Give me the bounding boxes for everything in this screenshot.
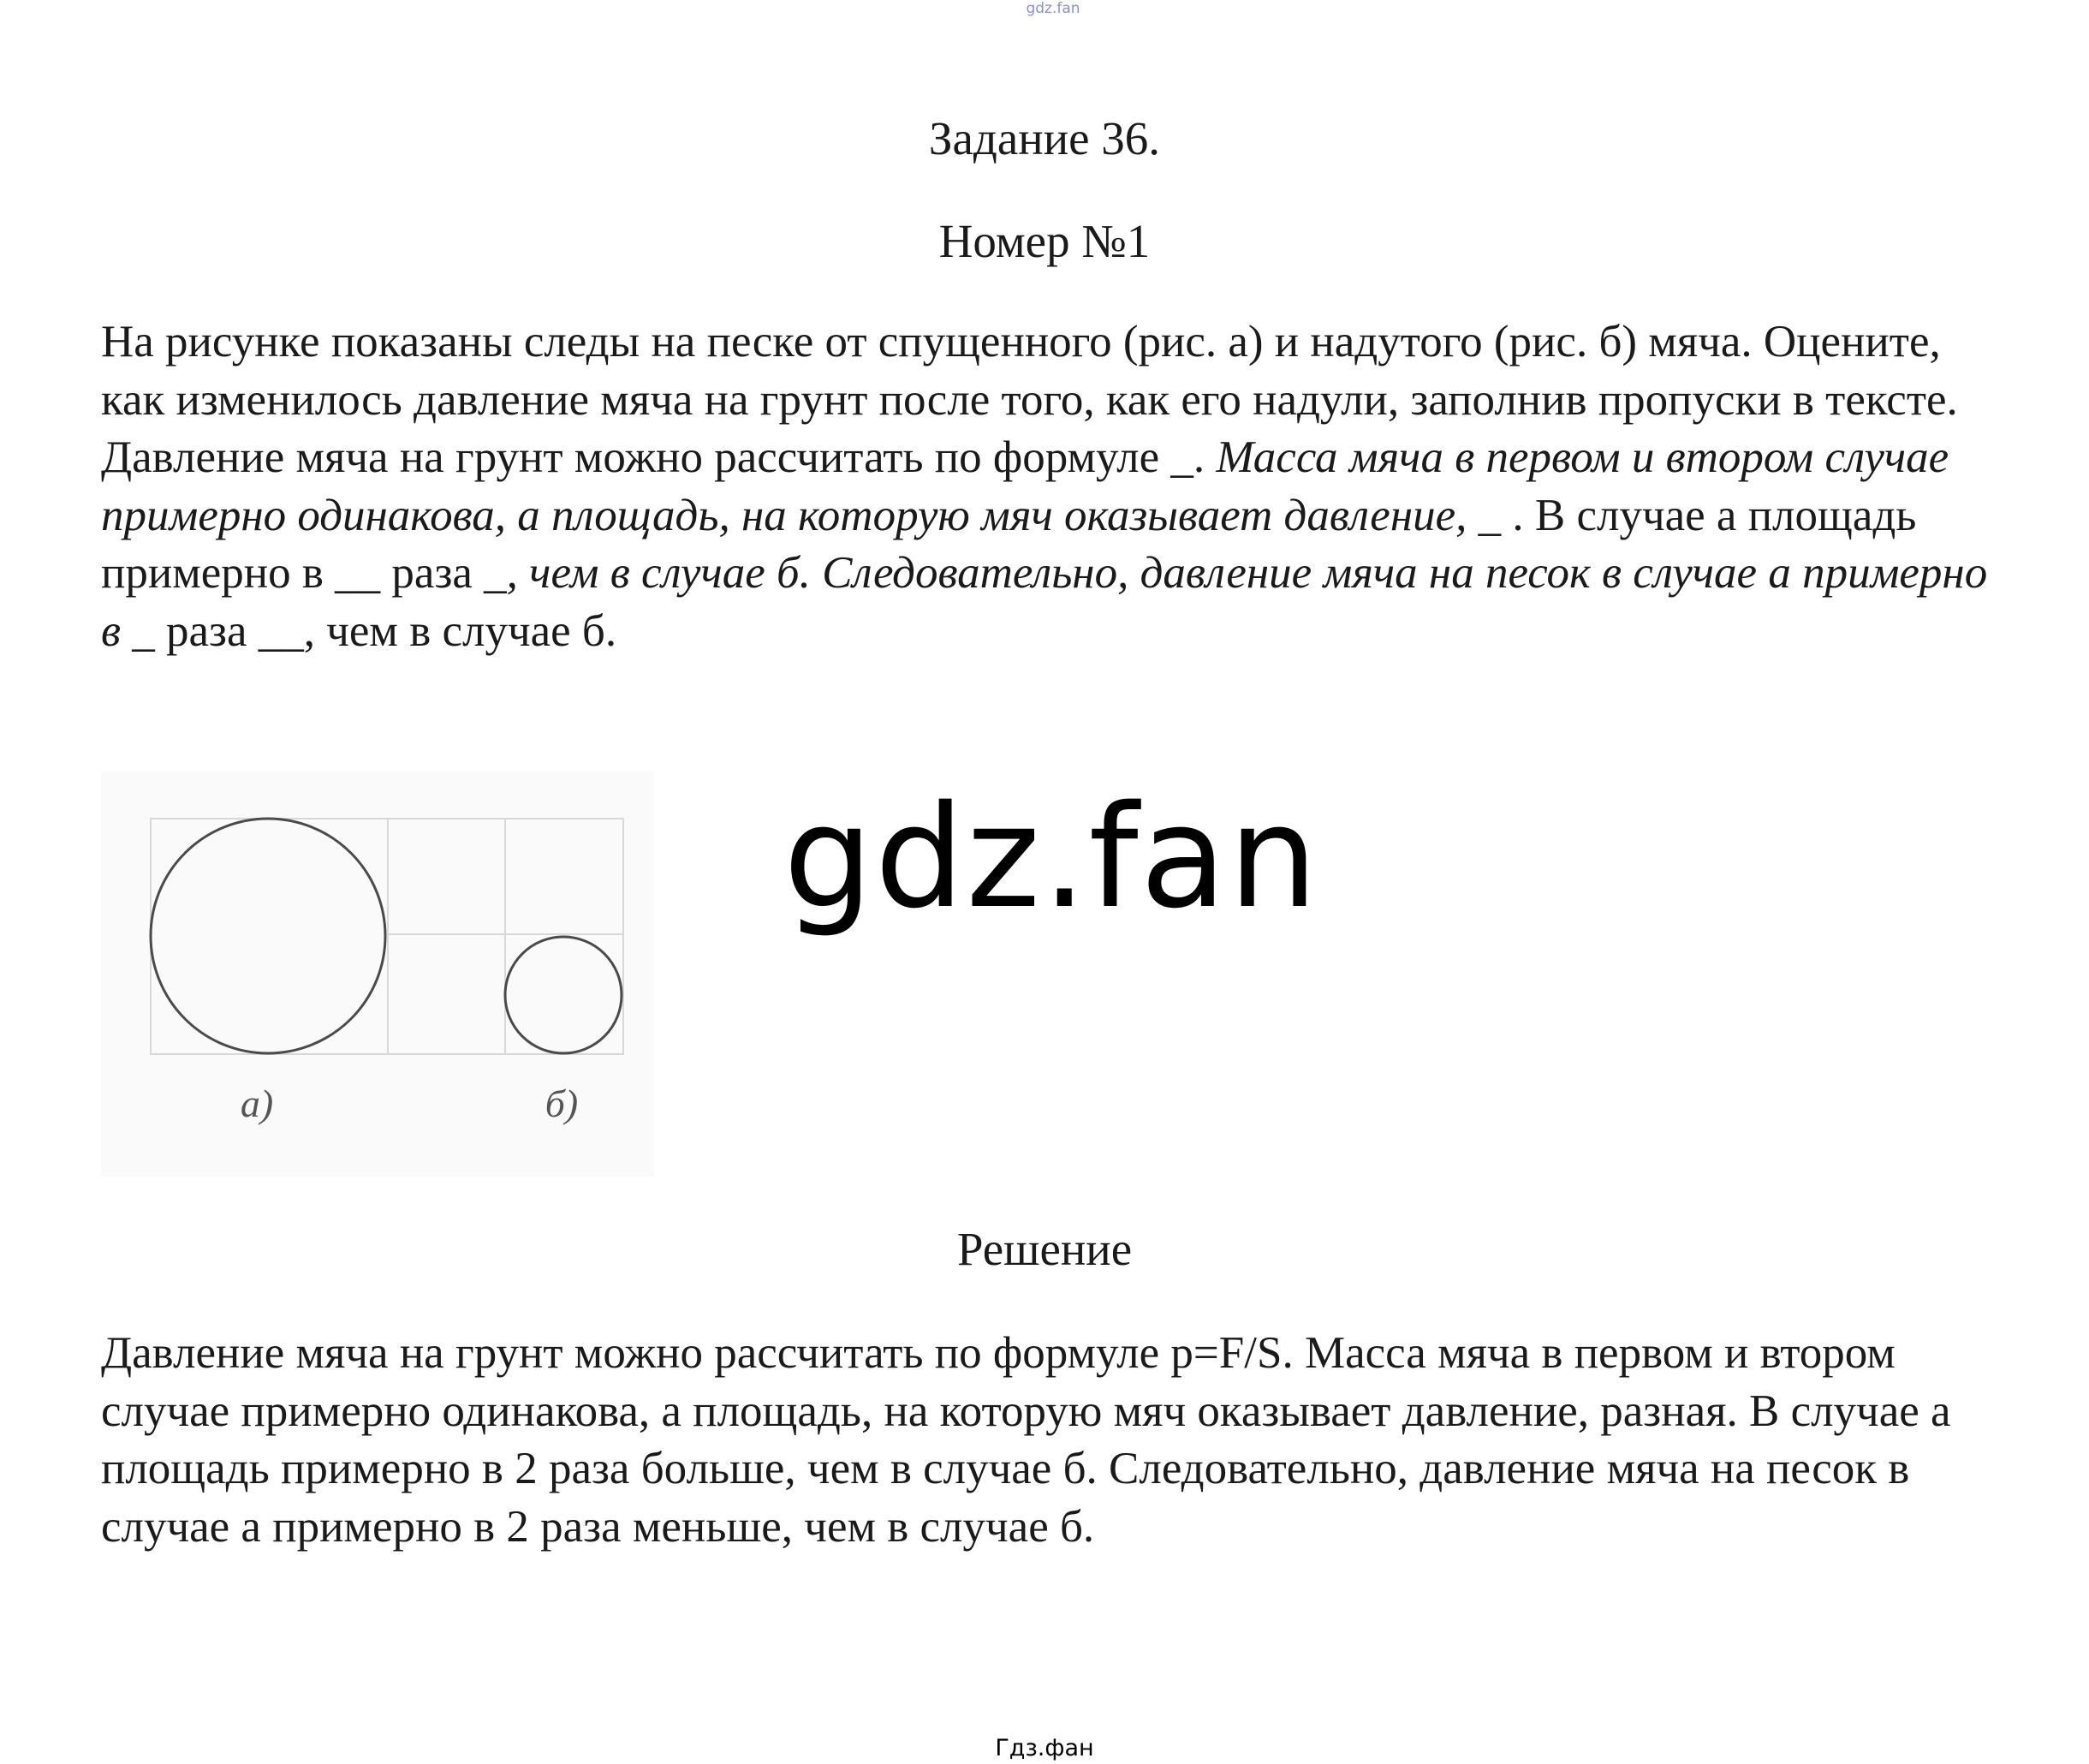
solution-text: Давление мяча на грунт можно рассчитать по формуле p=F/S. Масса мяча в первом и втором случае примерно одинакова, а площадь, на которую мяч оказывает давление, разная. В случае а площадь примерно в 2 раза больше, чем в случае б. Следовательно, давление мяча на песок в случае а примерно в 2 раза меньше, чем в случае б. xyxy=(101,1328,1951,1552)
task-sentence-1: Давление мяча на грунт можно рассчитать по формуле _. xyxy=(101,432,1217,482)
page-title: Задание 36. xyxy=(928,112,1161,164)
footer-watermark: Гдз.фан xyxy=(995,1735,1094,1761)
watermark-logo: gdz.fan xyxy=(783,775,1320,939)
ball-traces-diagram xyxy=(101,771,654,1177)
task-text xyxy=(101,313,2010,660)
label-b: б) xyxy=(545,1082,579,1125)
task-sentence-3: _ . В случае а площадь примерно в __ раза _ xyxy=(101,490,1917,598)
label-a: а) xyxy=(240,1082,274,1125)
watermark-top: gdz.fan xyxy=(1026,0,1080,17)
task-sentence-4: , чем в случае б. Следовательно, давление мяча на песок в случае а примерно в xyxy=(101,548,1988,656)
task-intro: На рисунке показаны следы на песке от спущенного (рис. а) и надутого (рис. б) мяча. Оцените, как изменилось давление мяча на грунт после того, как его надули, заполнив пропуски в тексте. xyxy=(101,317,1958,425)
ball-traces-figure xyxy=(101,771,654,1177)
solution-heading: Решение xyxy=(956,1223,1133,1275)
task-sentence-2: Масса мяча в первом и втором случае примерно одинакова, а площадь, на которую мяч оказывает давление, xyxy=(101,432,1949,540)
small-circle-trace xyxy=(505,937,622,1053)
large-circle-trace xyxy=(151,819,385,1053)
task-sentence-5: _ раза __, чем в случае б. xyxy=(132,605,617,656)
task-number: Номер №1 xyxy=(938,215,1151,267)
